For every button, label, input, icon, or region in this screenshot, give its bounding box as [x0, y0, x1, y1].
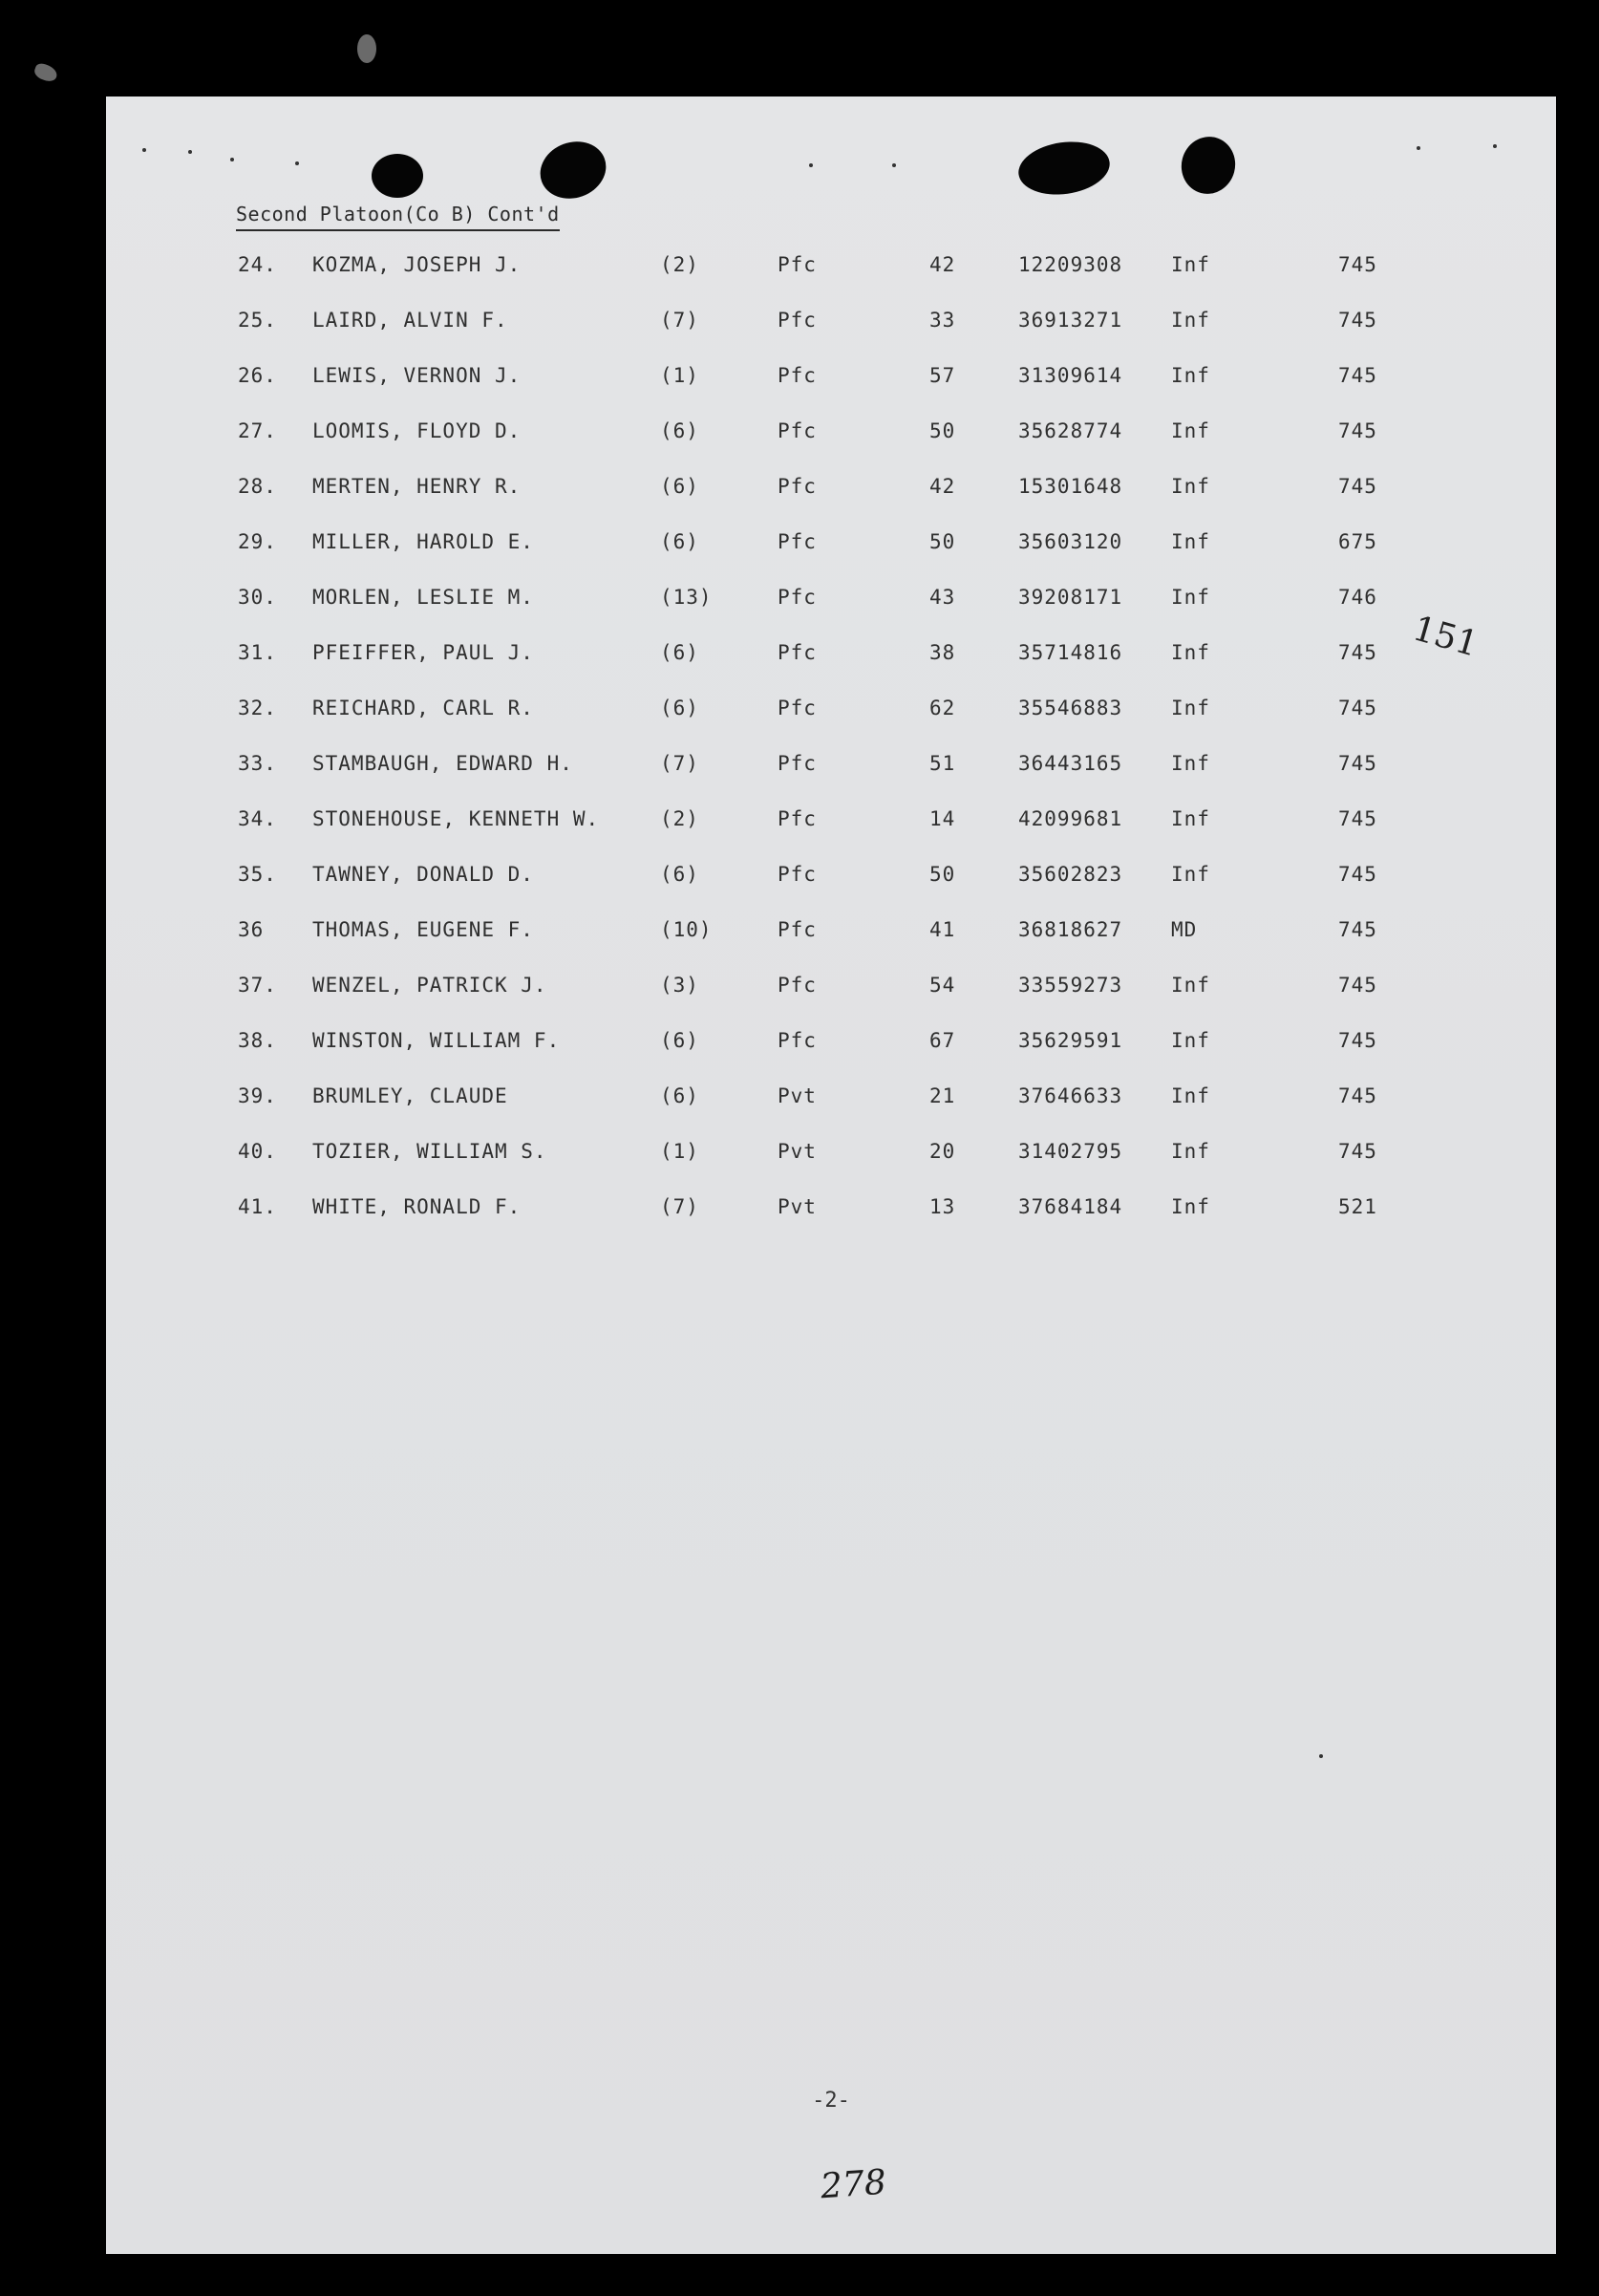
table-row [106, 807, 1539, 840]
specialty-code: 745 [1338, 697, 1377, 719]
group-code: (7) [660, 752, 699, 775]
group-code: (6) [660, 641, 699, 664]
arm-of-service: Inf [1171, 641, 1210, 664]
arm-of-service: Inf [1171, 309, 1210, 332]
arm-of-service: Inf [1171, 974, 1210, 997]
specialty-code: 521 [1338, 1195, 1377, 1218]
speck [892, 163, 896, 167]
table-row [106, 419, 1539, 452]
rank: Pfc [778, 419, 817, 442]
arm-of-service: Inf [1171, 697, 1210, 719]
rank: Pfc [778, 530, 817, 553]
rank: Pvt [778, 1195, 817, 1218]
rank: Pfc [778, 253, 817, 276]
table-row [106, 309, 1539, 341]
group-code: (1) [660, 364, 699, 387]
specialty-code: 746 [1338, 586, 1377, 609]
soldier-name: STONEHOUSE, KENNETH W. [312, 807, 600, 830]
age: 50 [929, 863, 956, 886]
rank: Pfc [778, 641, 817, 664]
specialty-code: 745 [1338, 419, 1377, 442]
speck [1493, 144, 1497, 148]
soldier-name: REICHARD, CARL R. [312, 697, 534, 719]
rank: Pfc [778, 752, 817, 775]
table-row [106, 253, 1539, 286]
page-number: -2- [812, 2089, 850, 2113]
soldier-name: THOMAS, EUGENE F. [312, 918, 534, 941]
specialty-code: 745 [1338, 974, 1377, 997]
table-row [106, 586, 1539, 618]
soldier-name: LOOMIS, FLOYD D. [312, 419, 522, 442]
serial-number: 36818627 [1018, 918, 1123, 941]
serial-number: 35546883 [1018, 697, 1123, 719]
arm-of-service: Inf [1171, 1140, 1210, 1163]
soldier-name: TOZIER, WILLIAM S. [312, 1140, 547, 1163]
group-code: (6) [660, 419, 699, 442]
row-number: 29. [238, 530, 277, 553]
row-number: 27. [238, 419, 277, 442]
soldier-name: STAMBAUGH, EDWARD H. [312, 752, 573, 775]
row-number: 36 [238, 918, 265, 941]
rank: Pvt [778, 1084, 817, 1107]
arm-of-service: Inf [1171, 475, 1210, 498]
table-row [106, 1029, 1539, 1062]
arm-of-service: Inf [1171, 253, 1210, 276]
punch-hole [1015, 137, 1114, 201]
age: 33 [929, 309, 956, 332]
group-code: (6) [660, 863, 699, 886]
row-number: 28. [238, 475, 277, 498]
speck [230, 158, 234, 161]
row-number: 34. [238, 807, 277, 830]
row-number: 35. [238, 863, 277, 886]
specialty-code: 745 [1338, 1029, 1377, 1052]
specialty-code: 745 [1338, 364, 1377, 387]
table-row [106, 863, 1539, 895]
specialty-code: 745 [1338, 1140, 1377, 1163]
serial-number: 35628774 [1018, 419, 1123, 442]
rank: Pfc [778, 974, 817, 997]
specialty-code: 745 [1338, 309, 1377, 332]
age: 21 [929, 1084, 956, 1107]
serial-number: 35603120 [1018, 530, 1123, 553]
row-number: 25. [238, 309, 277, 332]
soldier-name: MERTEN, HENRY R. [312, 475, 522, 498]
group-code: (7) [660, 309, 699, 332]
arm-of-service: Inf [1171, 1195, 1210, 1218]
document-page [106, 97, 1556, 2254]
age: 50 [929, 530, 956, 553]
serial-number: 35629591 [1018, 1029, 1123, 1052]
rank: Pfc [778, 364, 817, 387]
specialty-code: 675 [1338, 530, 1377, 553]
group-code: (6) [660, 530, 699, 553]
group-code: (6) [660, 1084, 699, 1107]
arm-of-service: Inf [1171, 364, 1210, 387]
age: 38 [929, 641, 956, 664]
section-heading: Second Platoon(Co B) Cont'd [236, 203, 560, 231]
arm-of-service: Inf [1171, 530, 1210, 553]
specialty-code: 745 [1338, 253, 1377, 276]
row-number: 37. [238, 974, 277, 997]
table-row [106, 475, 1539, 507]
table-row [106, 918, 1539, 951]
rank: Pfc [778, 863, 817, 886]
serial-number: 15301648 [1018, 475, 1123, 498]
rank: Pfc [778, 1029, 817, 1052]
serial-number: 33559273 [1018, 974, 1123, 997]
age: 13 [929, 1195, 956, 1218]
table-row [106, 641, 1539, 674]
row-number: 33. [238, 752, 277, 775]
soldier-name: MILLER, HAROLD E. [312, 530, 534, 553]
stamped-page-number: 151 [1408, 609, 1483, 665]
arm-of-service: Inf [1171, 586, 1210, 609]
table-row [106, 974, 1539, 1006]
speck [809, 163, 813, 167]
specialty-code: 745 [1338, 752, 1377, 775]
group-code: (13) [660, 586, 713, 609]
arm-of-service: Inf [1171, 1029, 1210, 1052]
group-code: (2) [660, 253, 699, 276]
row-number: 38. [238, 1029, 277, 1052]
serial-number: 35714816 [1018, 641, 1123, 664]
row-number: 26. [238, 364, 277, 387]
speck [188, 150, 192, 154]
group-code: (2) [660, 807, 699, 830]
group-code: (7) [660, 1195, 699, 1218]
row-number: 31. [238, 641, 277, 664]
specialty-code: 745 [1338, 807, 1377, 830]
age: 42 [929, 475, 956, 498]
age: 43 [929, 586, 956, 609]
soldier-name: BRUMLEY, CLAUDE [312, 1084, 508, 1107]
serial-number: 37684184 [1018, 1195, 1123, 1218]
row-number: 30. [238, 586, 277, 609]
table-row [106, 697, 1539, 729]
age: 57 [929, 364, 956, 387]
age: 50 [929, 419, 956, 442]
rank: Pvt [778, 1140, 817, 1163]
group-code: (6) [660, 1029, 699, 1052]
soldier-name: WENZEL, PATRICK J. [312, 974, 547, 997]
specialty-code: 745 [1338, 863, 1377, 886]
serial-number: 12209308 [1018, 253, 1123, 276]
row-number: 40. [238, 1140, 277, 1163]
rank: Pfc [778, 697, 817, 719]
scan-fleck [357, 34, 376, 63]
soldier-name: LAIRD, ALVIN F. [312, 309, 508, 332]
soldier-name: WINSTON, WILLIAM F. [312, 1029, 561, 1052]
row-number: 24. [238, 253, 277, 276]
arm-of-service: MD [1171, 918, 1198, 941]
punch-hole [1175, 131, 1242, 200]
arm-of-service: Inf [1171, 807, 1210, 830]
group-code: (6) [660, 697, 699, 719]
punch-hole [532, 133, 614, 207]
row-number: 32. [238, 697, 277, 719]
rank: Pfc [778, 918, 817, 941]
rank: Pfc [778, 807, 817, 830]
age: 41 [929, 918, 956, 941]
specialty-code: 745 [1338, 475, 1377, 498]
specialty-code: 745 [1338, 641, 1377, 664]
speck [1417, 146, 1420, 150]
age: 14 [929, 807, 956, 830]
serial-number: 31402795 [1018, 1140, 1123, 1163]
arm-of-service: Inf [1171, 419, 1210, 442]
group-code: (1) [660, 1140, 699, 1163]
arm-of-service: Inf [1171, 752, 1210, 775]
punch-hole [372, 154, 423, 198]
group-code: (10) [660, 918, 713, 941]
table-row [106, 530, 1539, 563]
serial-number: 36443165 [1018, 752, 1123, 775]
table-row [106, 1140, 1539, 1172]
serial-number: 42099681 [1018, 807, 1123, 830]
table-row [106, 1195, 1539, 1228]
serial-number: 37646633 [1018, 1084, 1123, 1107]
age: 51 [929, 752, 956, 775]
age: 42 [929, 253, 956, 276]
specialty-code: 745 [1338, 1084, 1377, 1107]
soldier-name: MORLEN, LESLIE M. [312, 586, 534, 609]
arm-of-service: Inf [1171, 863, 1210, 886]
rank: Pfc [778, 475, 817, 498]
age: 62 [929, 697, 956, 719]
age: 67 [929, 1029, 956, 1052]
speck [1319, 1754, 1323, 1758]
table-row [106, 752, 1539, 784]
rank: Pfc [778, 586, 817, 609]
soldier-name: TAWNEY, DONALD D. [312, 863, 534, 886]
handwritten-number: 278 [819, 2162, 888, 2207]
scan-fleck [32, 61, 59, 83]
speck [295, 161, 299, 165]
serial-number: 36913271 [1018, 309, 1123, 332]
row-number: 41. [238, 1195, 277, 1218]
group-code: (3) [660, 974, 699, 997]
serial-number: 35602823 [1018, 863, 1123, 886]
group-code: (6) [660, 475, 699, 498]
table-row [106, 1084, 1539, 1117]
soldier-name: PFEIFFER, PAUL J. [312, 641, 534, 664]
row-number: 39. [238, 1084, 277, 1107]
serial-number: 39208171 [1018, 586, 1123, 609]
speck [142, 148, 146, 152]
table-row [106, 364, 1539, 397]
soldier-name: LEWIS, VERNON J. [312, 364, 522, 387]
rank: Pfc [778, 309, 817, 332]
serial-number: 31309614 [1018, 364, 1123, 387]
specialty-code: 745 [1338, 918, 1377, 941]
age: 20 [929, 1140, 956, 1163]
soldier-name: WHITE, RONALD F. [312, 1195, 522, 1218]
arm-of-service: Inf [1171, 1084, 1210, 1107]
soldier-name: KOZMA, JOSEPH J. [312, 253, 522, 276]
age: 54 [929, 974, 956, 997]
